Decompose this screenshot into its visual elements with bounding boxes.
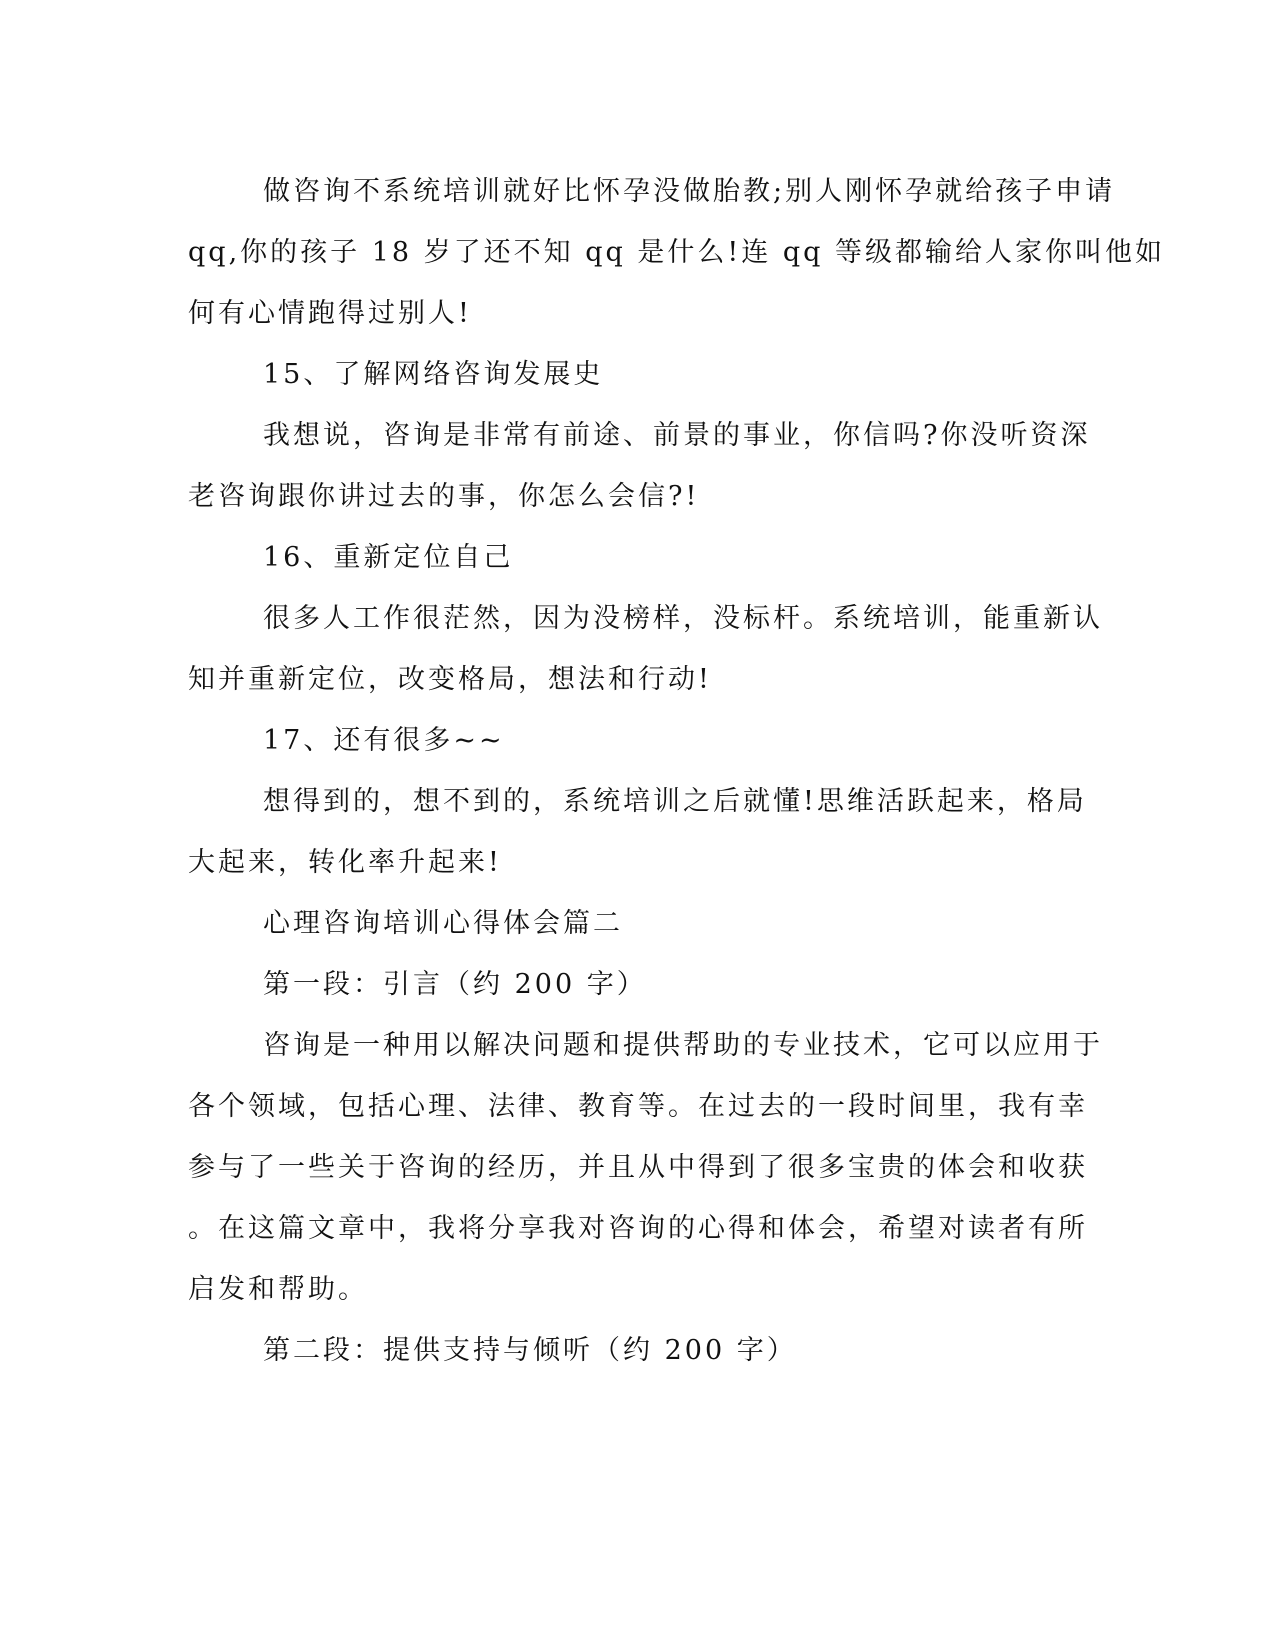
paragraph-line: 何有心情跑得过别人!	[188, 298, 472, 329]
paragraph-line: 知并重新定位，改变格局，想法和行动!	[188, 664, 712, 695]
document-body	[188, 161, 1165, 1381]
paragraph-line: qq,你的孩子 18 岁了还不知 qq 是什么!连 qq 等级都输给人家你叫他如	[188, 237, 1165, 268]
paragraph-line: 启发和帮助。	[188, 1274, 368, 1305]
paragraph-line: 参与了一些关于咨询的经历，并且从中得到了很多宝贵的体会和收获	[188, 1152, 1088, 1183]
paragraph-line: 我想说，咨询是非常有前途、前景的事业，你信吗?你没听资深	[263, 420, 1091, 451]
paragraph-line: 想得到的，想不到的，系统培训之后就懂!思维活跃起来，格局	[263, 786, 1087, 817]
section-heading: 15、了解网络咨询发展史	[263, 359, 604, 390]
paragraph-line: 各个领域，包括心理、法律、教育等。在过去的一段时间里，我有幸	[188, 1091, 1088, 1122]
paragraph-line: 老咨询跟你讲过去的事，你怎么会信?!	[188, 481, 700, 512]
section-heading: 第一段：引言（约 200 字）	[263, 969, 647, 1000]
section-heading: 16、重新定位自己	[263, 542, 514, 573]
section-heading: 第二段：提供支持与倾听（约 200 字）	[263, 1335, 797, 1366]
paragraph-line: 。在这篇文章中，我将分享我对咨询的心得和体会，希望对读者有所	[188, 1213, 1088, 1244]
paragraph-line: 咨询是一种用以解决问题和提供帮助的专业技术，它可以应用于	[263, 1030, 1103, 1061]
section-heading: 17、还有很多~~	[263, 725, 505, 756]
paragraph-line: 大起来，转化率升起来!	[188, 847, 502, 878]
paragraph-line: 很多人工作很茫然，因为没榜样，没标杆。系统培训，能重新认	[263, 603, 1103, 634]
paragraph-line: 做咨询不系统培训就好比怀孕没做胎教;别人刚怀孕就给孩子申请	[263, 176, 1116, 207]
article-title: 心理咨询培训心得体会篇二	[263, 908, 623, 939]
